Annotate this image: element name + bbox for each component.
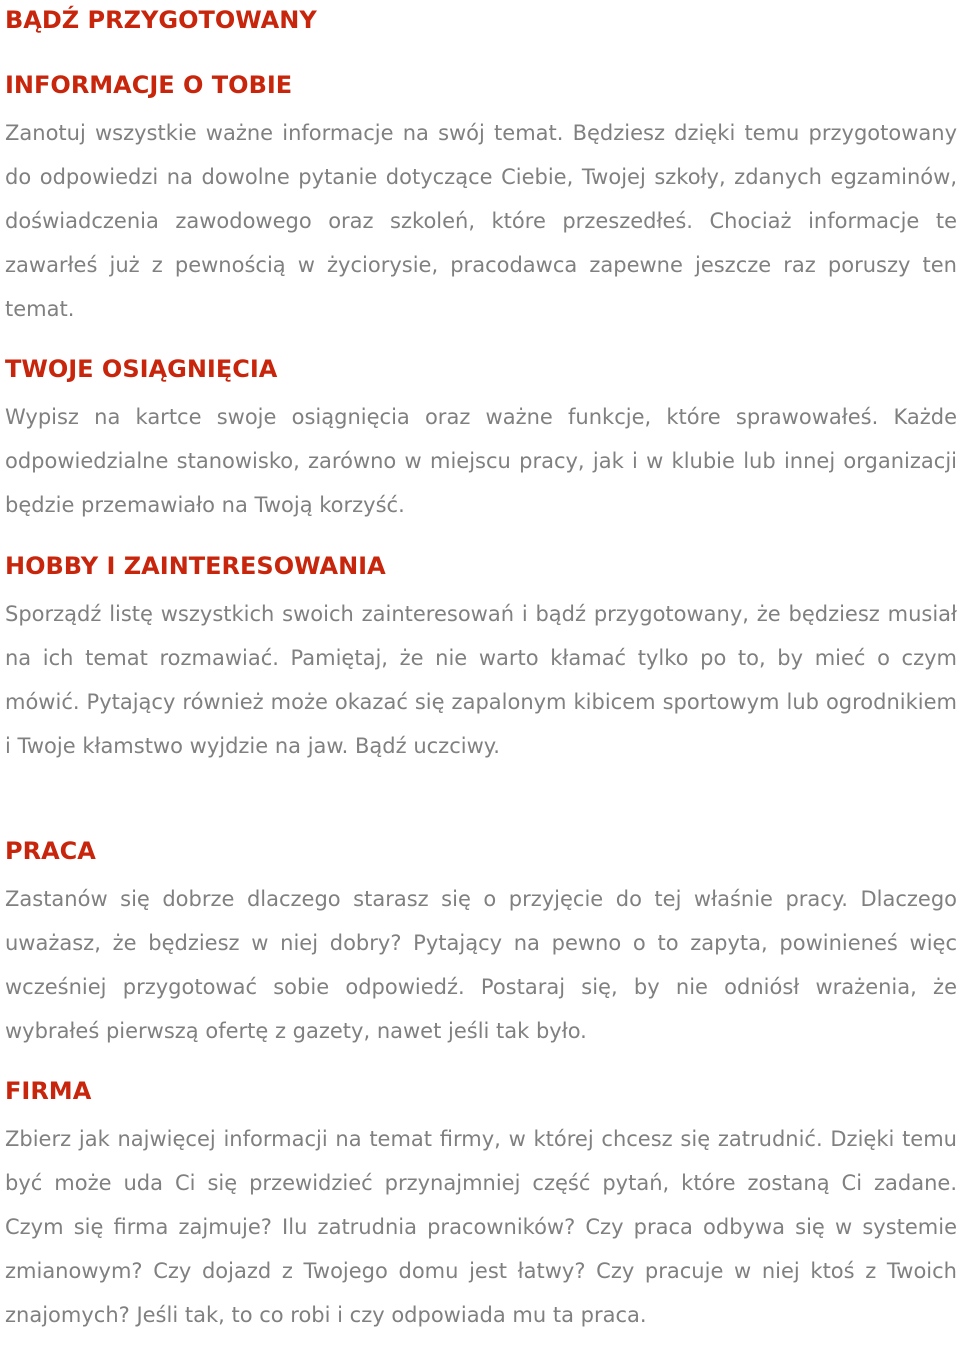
section-body: Wypisz na kartce swoje osiągnięcia oraz ważne funkcje, które sprawowałeś. Każde odpowiedzialne stanowisko, zarówno w miejscu pracy, jak i w klubie lub innej organizacji będzie przemawiało na Twoją korzyść.: [5, 405, 957, 517]
section-heading: HOBBY I ZAINTERESOWANIA: [5, 552, 386, 580]
section-body: Zbierz jak najwięcej informacji na temat firmy, w której chcesz się zatrudnić. Dzięki temu być może uda Ci się przewidzieć przynajmniej część pytań, które zostaną Ci zadane. Czym się firma zajmuje? Ilu zatrudnia pracowników? Czy praca odbywa się w systemie zmianowym? Czy dojazd z Twojego domu jest łatwy? Czy pracuje w niej ktoś z Twoich znajomych? Jeśli tak, to co robi i czy odpowiada mu ta praca.: [5, 1127, 957, 1327]
section-informacje-o-tobie: [5, 69, 957, 331]
section-heading: FIRMA: [5, 1077, 92, 1105]
section-heading: INFORMACJE O TOBIE: [5, 71, 293, 99]
section-hobby-i-zainteresowania: [5, 550, 957, 768]
section-twoje-osiagniecia: [5, 353, 957, 527]
section-body: Zastanów się dobrze dlaczego starasz się o przyjęcie do tej właśnie pracy. Dlaczego uważasz, że będziesz w niej dobry? Pytający na pewno o to zapyta, powinieneś więc wcześniej przygotować sobie odpowiedź. Postaraj się, by nie odniósł wrażenia, że wybrałeś pierwszą ofertę z gazety, nawet jeśli tak było.: [5, 887, 957, 1043]
section-heading: TWOJE OSIĄGNIĘCIA: [5, 355, 278, 383]
page-title: BĄDŹ PRZYGOTOWANY: [5, 6, 317, 34]
section-firma: [5, 1075, 957, 1337]
section-heading: PRACA: [5, 837, 96, 865]
section-body: Sporządź listę wszystkich swoich zainteresowań i bądź przygotowany, że będziesz musiał na ich temat rozmawiać. Pamiętaj, że nie warto kłamać tylko po to, by mieć o czym mówić. Pytający również może okazać się zapalonym kibicem sportowym lub ogrodnikiem i Twoje kłamstwo wyjdzie na jaw. Bądź uczciwy.: [5, 602, 957, 758]
section-body: Zanotuj wszystkie ważne informacje na swój temat. Będziesz dzięki temu przygotowany do odpowiedzi na dowolne pytanie dotyczące Ciebie, Twojej szkoły, zdanych egzaminów, doświadczenia zawodowego oraz szkoleń, które przeszedłeś. Chociaż informacje te zawarłeś już z pewnością w życiorysie, pracodawca zapewne jeszcze raz poruszy ten temat.: [5, 121, 957, 321]
section-praca: [5, 835, 957, 1053]
